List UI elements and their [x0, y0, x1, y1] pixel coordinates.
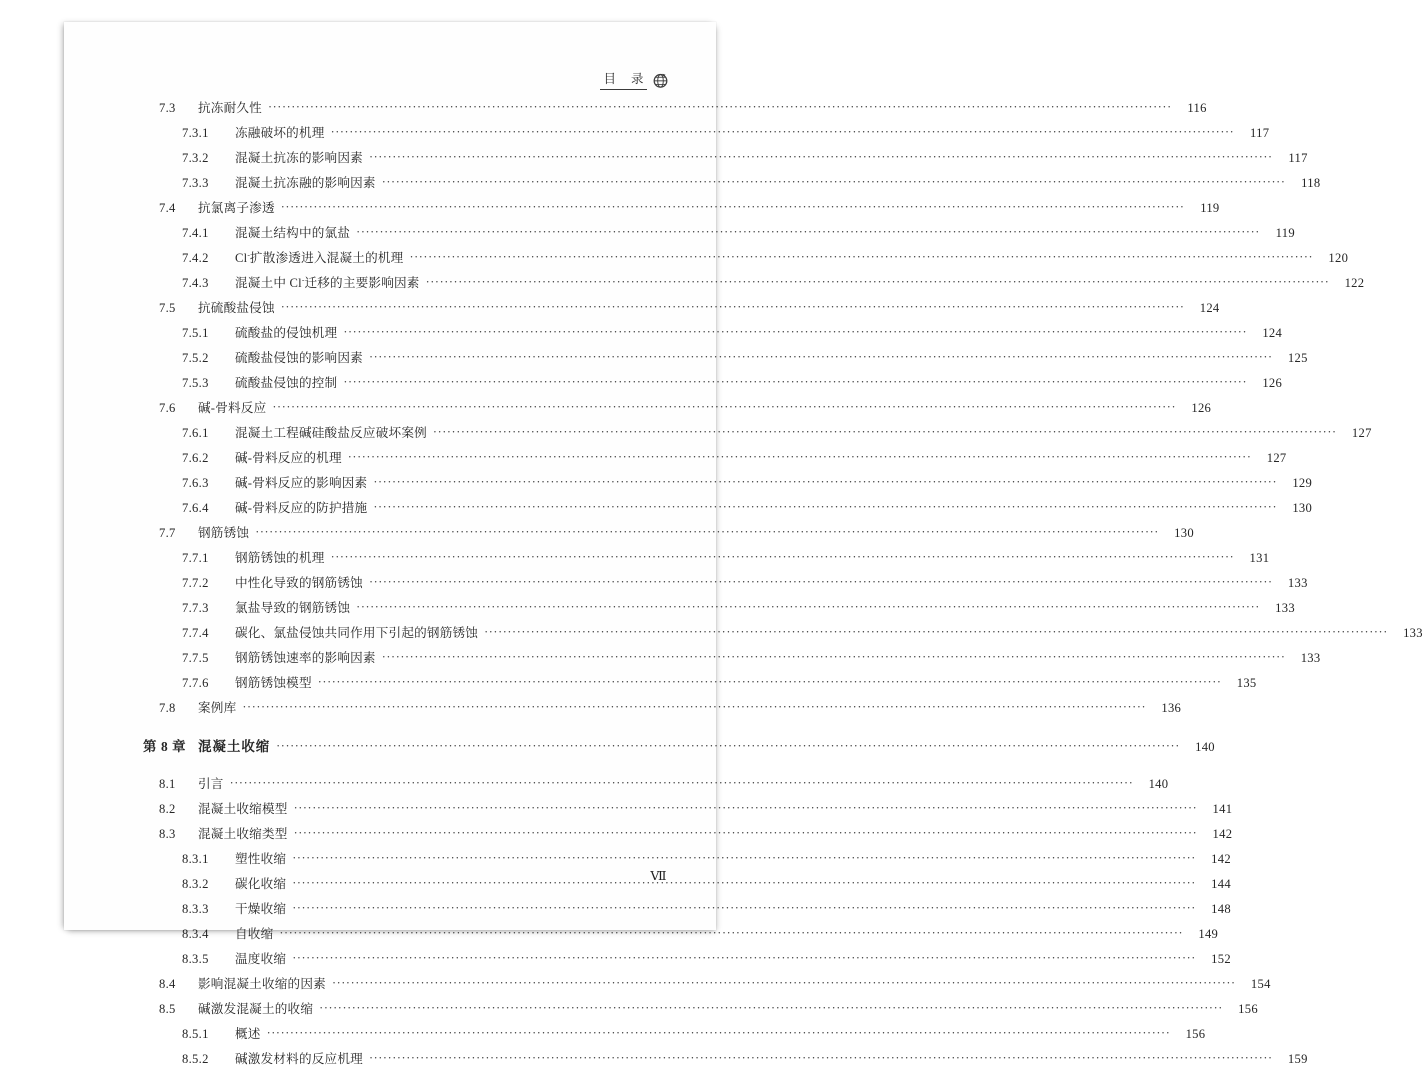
toc-entry[interactable]: [143, 501, 1313, 527]
toc-dot-leader: [242, 701, 1146, 714]
globe-icon: [652, 72, 669, 89]
toc-entry-number: 第 8 章: [143, 739, 187, 754]
toc-entry-page-number: 135: [1236, 676, 1257, 690]
toc-dot-leader: [318, 676, 1222, 689]
toc-entry[interactable]: [143, 802, 1233, 828]
toc-entry-number: 8.5: [159, 1002, 176, 1016]
toc-entry-page-number: 159: [1287, 1052, 1308, 1066]
toc-entry-number: 7.7.4: [182, 626, 209, 640]
toc-entry[interactable]: [143, 1002, 1258, 1028]
toc-entry-title: 冻融破坏的机理: [235, 126, 325, 140]
toc-dot-leader: [343, 326, 1247, 339]
toc-entry-page-number: 130: [1292, 501, 1313, 515]
toc-entry[interactable]: [143, 226, 1295, 252]
toc-entry-page-number: 124: [1262, 326, 1283, 340]
toc-entry-number: 8.3: [159, 827, 176, 841]
toc-entry-title: 混凝土收缩类型: [198, 827, 288, 841]
toc-dot-leader: [343, 376, 1247, 389]
toc-entry-number: 7.5.3: [182, 376, 209, 390]
toc-dot-leader: [332, 977, 1236, 990]
toc-entry-number: 7.4.1: [182, 226, 209, 240]
toc-entry-title: 混凝土抗冻融的影响因素: [235, 176, 376, 190]
toc-entry[interactable]: [143, 777, 1169, 803]
toc-dot-leader: [356, 601, 1260, 614]
toc-entry-page-number: 127: [1351, 426, 1372, 440]
toc-entry-page-number: 133: [1403, 626, 1423, 640]
toc-entry-title: 碱-骨料反应: [198, 401, 267, 415]
toc-entry-page-number: 142: [1211, 852, 1231, 866]
toc-entry-title: 硫酸盐的侵蚀机理: [235, 326, 338, 340]
toc-entry-number: 7.7.1: [182, 551, 209, 565]
toc-dot-leader: [331, 551, 1235, 564]
toc-entry-number: 7.3.2: [182, 151, 209, 165]
toc-entry-number: 7.5.1: [182, 326, 209, 340]
toc-entry-number: 7.7.3: [182, 601, 209, 615]
toc-dot-leader: [373, 476, 1277, 489]
toc-entry[interactable]: [143, 351, 1308, 377]
toc-entry-number: 7.5.2: [182, 351, 209, 365]
toc-dot-leader: [369, 151, 1273, 164]
toc-entry[interactable]: [143, 326, 1283, 352]
toc-entry-number: 7.7: [159, 526, 176, 540]
toc-entry[interactable]: [143, 101, 1207, 127]
toc-entry-page-number: 117: [1250, 126, 1270, 140]
toc-entry-title: 中性化导致的钢筋锈蚀: [235, 576, 363, 590]
toc-entry-number: 7.3.3: [182, 176, 209, 190]
toc-entry-page-number: 124: [1199, 301, 1220, 315]
toc-entry-page-number: 140: [1148, 777, 1169, 791]
toc-entry-title: 钢筋锈蚀的机理: [235, 551, 325, 565]
toc-entry-page-number: 130: [1174, 526, 1194, 540]
toc-entry-title: 引言: [198, 777, 224, 791]
toc-entry-page-number: 125: [1287, 351, 1308, 365]
toc-entry-number: 7.4.3: [182, 276, 209, 290]
toc-entry-number: 7.7.2: [182, 576, 209, 590]
toc-entry[interactable]: [143, 176, 1321, 202]
toc-dot-leader: [484, 626, 1388, 639]
toc-entry-number: 8.2: [159, 802, 176, 816]
toc-entry-number: 7.8: [159, 701, 176, 715]
toc-entry-title: 硫酸盐侵蚀的影响因素: [235, 351, 363, 365]
toc-entry-page-number: 152: [1211, 952, 1231, 966]
toc-entry-page-number: 133: [1287, 576, 1308, 590]
toc-entry-title: 混凝土收缩模型: [198, 802, 288, 816]
toc-entry-title: 温度收缩: [235, 952, 287, 966]
toc-entry-page-number: 133: [1275, 601, 1295, 615]
toc-dot-leader: [348, 451, 1252, 464]
toc-entry-title: 钢筋锈蚀模型: [235, 676, 312, 690]
toc-entry[interactable]: [143, 977, 1271, 1003]
toc-entry-number: 8.4: [159, 977, 176, 991]
toc-entry[interactable]: [143, 902, 1231, 928]
toc-entry-page-number: 156: [1185, 1027, 1206, 1041]
toc-entry-page-number: 127: [1266, 451, 1287, 465]
toc-entry-title: 影响混凝土收缩的因素: [198, 977, 326, 991]
toc-entry[interactable]: [143, 526, 1194, 552]
toc-entry-page-number: 136: [1161, 701, 1182, 715]
toc-entry[interactable]: [143, 151, 1308, 177]
toc-dot-leader: [369, 576, 1273, 589]
toc-entry-number: 7.3: [159, 101, 176, 115]
toc-entry-title: 碱激发混凝土的收缩: [198, 1002, 314, 1016]
toc-entry-number: 7.6.2: [182, 451, 209, 465]
toc-entry-page-number: 126: [1191, 401, 1212, 415]
toc-entry-number: 8.5.2: [182, 1052, 209, 1066]
toc-dot-leader: [426, 276, 1330, 289]
toc-entry[interactable]: [143, 451, 1287, 477]
toc-entry-page-number: 148: [1211, 902, 1231, 916]
toc-entry-number: 7.7.6: [182, 676, 209, 690]
toc-entry-title: 碱-骨料反应的防护措施: [235, 501, 368, 515]
toc-dot-leader: [331, 126, 1235, 139]
toc-entry-title: 碱-骨料反应的影响因素: [235, 476, 368, 490]
toc-dot-leader: [294, 827, 1198, 840]
toc-entry[interactable]: [143, 426, 1372, 452]
toc-entry[interactable]: [143, 249, 1349, 277]
toc-entry-title: 自收缩: [235, 927, 274, 941]
toc-entry-title: 碳化收缩: [235, 877, 287, 891]
page-folio: Ⅶ: [650, 869, 667, 883]
toc-entry-number: 8.5.1: [182, 1027, 209, 1041]
toc-entry[interactable]: [143, 676, 1257, 702]
toc-entry-number: 7.6.1: [182, 426, 209, 440]
toc-entry-number: 8.3.5: [182, 952, 209, 966]
toc-entry[interactable]: [143, 1052, 1308, 1078]
toc-entry[interactable]: [143, 126, 1270, 152]
toc-entry-title: 碳化、氯盐侵蚀共同作用下引起的钢筋锈蚀: [235, 626, 479, 640]
toc-dot-leader: [281, 201, 1185, 214]
toc-entry-page-number: 118: [1301, 176, 1321, 190]
toc-dot-leader: [230, 777, 1134, 790]
toc-entry-title: 钢筋锈蚀: [198, 526, 250, 540]
toc-entry[interactable]: [143, 576, 1308, 602]
toc-entry-page-number: 140: [1195, 740, 1215, 754]
book-page-sheet: [64, 22, 1423, 1066]
toc-entry-number: 8.1: [159, 777, 176, 791]
toc-entry[interactable]: [143, 626, 1423, 652]
toc-entry-page-number: 120: [1328, 251, 1349, 265]
toc-entry-title: 混凝土抗冻的影响因素: [235, 151, 363, 165]
toc-entry[interactable]: [143, 376, 1283, 402]
toc-entry-number: 7.4.2: [182, 251, 209, 265]
toc-entry-number: 8.3.1: [182, 852, 209, 866]
toc-entry-title: 塑性收缩: [235, 852, 287, 866]
toc-entry-title: 混凝土中 Cl-迁移的主要影响因素: [235, 274, 420, 290]
toc-entry[interactable]: [143, 201, 1220, 227]
toc-entry-page-number: 154: [1250, 977, 1271, 991]
table-of-contents: [143, 101, 1423, 1078]
toc-entry-number: 7.6: [159, 401, 176, 415]
toc-dot-leader: [373, 501, 1277, 514]
toc-entry-number: 7.5: [159, 301, 176, 315]
toc-dot-leader: [433, 426, 1337, 439]
toc-chapter-entry[interactable]: [143, 739, 1215, 765]
toc-entry[interactable]: [143, 551, 1270, 577]
toc-entry-title: Cl-扩散渗透进入混凝土的机理: [235, 249, 404, 265]
running-head-label: 目 录: [600, 73, 647, 90]
toc-dot-leader: [292, 902, 1196, 915]
toc-entry-page-number: 144: [1211, 877, 1231, 891]
toc-entry-title: 干燥收缩: [235, 902, 287, 916]
toc-entry-page-number: 122: [1344, 276, 1365, 290]
toc-entry-page-number: 116: [1187, 101, 1207, 115]
toc-entry-title: 抗氯离子渗透: [198, 201, 275, 215]
toc-entry[interactable]: [143, 927, 1219, 953]
toc-entry-page-number: 119: [1275, 226, 1295, 240]
toc-dot-leader: [409, 251, 1313, 264]
toc-dot-leader: [382, 176, 1286, 189]
toc-dot-leader: [356, 226, 1260, 239]
toc-entry-page-number: 119: [1200, 201, 1220, 215]
toc-entry-number: 7.7.5: [182, 651, 209, 665]
toc-dot-leader: [268, 101, 1172, 114]
toc-entry-page-number: 117: [1288, 151, 1308, 165]
toc-entry-title: 案例库: [198, 701, 237, 715]
toc-dot-leader: [319, 1002, 1223, 1015]
toc-entry-title: 钢筋锈蚀速率的影响因素: [235, 651, 376, 665]
toc-entry-title: 混凝土结构中的氯盐: [235, 226, 351, 240]
toc-entry-title: 碱-骨料反应的机理: [235, 451, 342, 465]
toc-entry-title: 混凝土收缩: [198, 739, 271, 754]
toc-entry[interactable]: [143, 952, 1231, 978]
toc-entry-page-number: 131: [1249, 551, 1270, 565]
toc-entry-title: 概述: [235, 1027, 261, 1041]
toc-entry-title: 抗冻耐久性: [198, 101, 262, 115]
toc-entry-title: 碱激发材料的反应机理: [235, 1052, 363, 1066]
toc-dot-leader: [294, 802, 1198, 815]
toc-entry[interactable]: [143, 701, 1182, 727]
toc-dot-leader: [292, 952, 1196, 965]
toc-entry[interactable]: [143, 877, 1231, 903]
toc-dot-leader: [267, 1027, 1171, 1040]
toc-dot-leader: [255, 526, 1159, 539]
toc-entry[interactable]: [143, 476, 1313, 502]
toc-entry-page-number: 141: [1212, 802, 1233, 816]
toc-entry-number: 7.6.4: [182, 501, 209, 515]
toc-entry-page-number: 129: [1292, 476, 1313, 490]
toc-entry-page-number: 133: [1300, 651, 1321, 665]
toc-entry-title: 混凝土工程碱硅酸盐反应破坏案例: [235, 426, 427, 440]
toc-entry-number: 8.3.3: [182, 902, 209, 916]
toc-entry[interactable]: [143, 827, 1233, 853]
toc-entry[interactable]: [143, 651, 1321, 677]
toc-entry[interactable]: [143, 1027, 1206, 1053]
toc-entry-number: 8.3.4: [182, 927, 209, 941]
toc-entry[interactable]: [143, 301, 1220, 327]
toc-dot-leader: [292, 877, 1196, 890]
toc-dot-leader: [292, 852, 1196, 865]
toc-entry-page-number: 149: [1198, 927, 1219, 941]
toc-entry[interactable]: [143, 274, 1365, 302]
toc-dot-leader: [382, 651, 1286, 664]
toc-entry-title: 抗硫酸盐侵蚀: [198, 301, 275, 315]
running-head: [600, 72, 669, 90]
toc-entry-page-number: 126: [1262, 376, 1283, 390]
toc-dot-leader: [281, 301, 1185, 314]
toc-entry-page-number: 142: [1212, 827, 1233, 841]
toc-dot-leader: [276, 740, 1180, 753]
toc-entry-title: 氯盐导致的钢筋锈蚀: [235, 601, 351, 615]
toc-entry[interactable]: [143, 401, 1212, 427]
toc-dot-leader: [369, 351, 1273, 364]
toc-entry[interactable]: [143, 601, 1295, 627]
toc-entry-number: 7.6.3: [182, 476, 209, 490]
toc-entry[interactable]: [143, 852, 1231, 878]
toc-entry-page-number: 156: [1238, 1002, 1258, 1016]
toc-entry-number: 8.3.2: [182, 877, 209, 891]
toc-entry-number: 7.3.1: [182, 126, 209, 140]
toc-dot-leader: [272, 401, 1176, 414]
toc-dot-leader: [279, 927, 1183, 940]
toc-entry-title: 硫酸盐侵蚀的控制: [235, 376, 338, 390]
toc-entry-number: 7.4: [159, 201, 176, 215]
toc-dot-leader: [369, 1052, 1273, 1065]
